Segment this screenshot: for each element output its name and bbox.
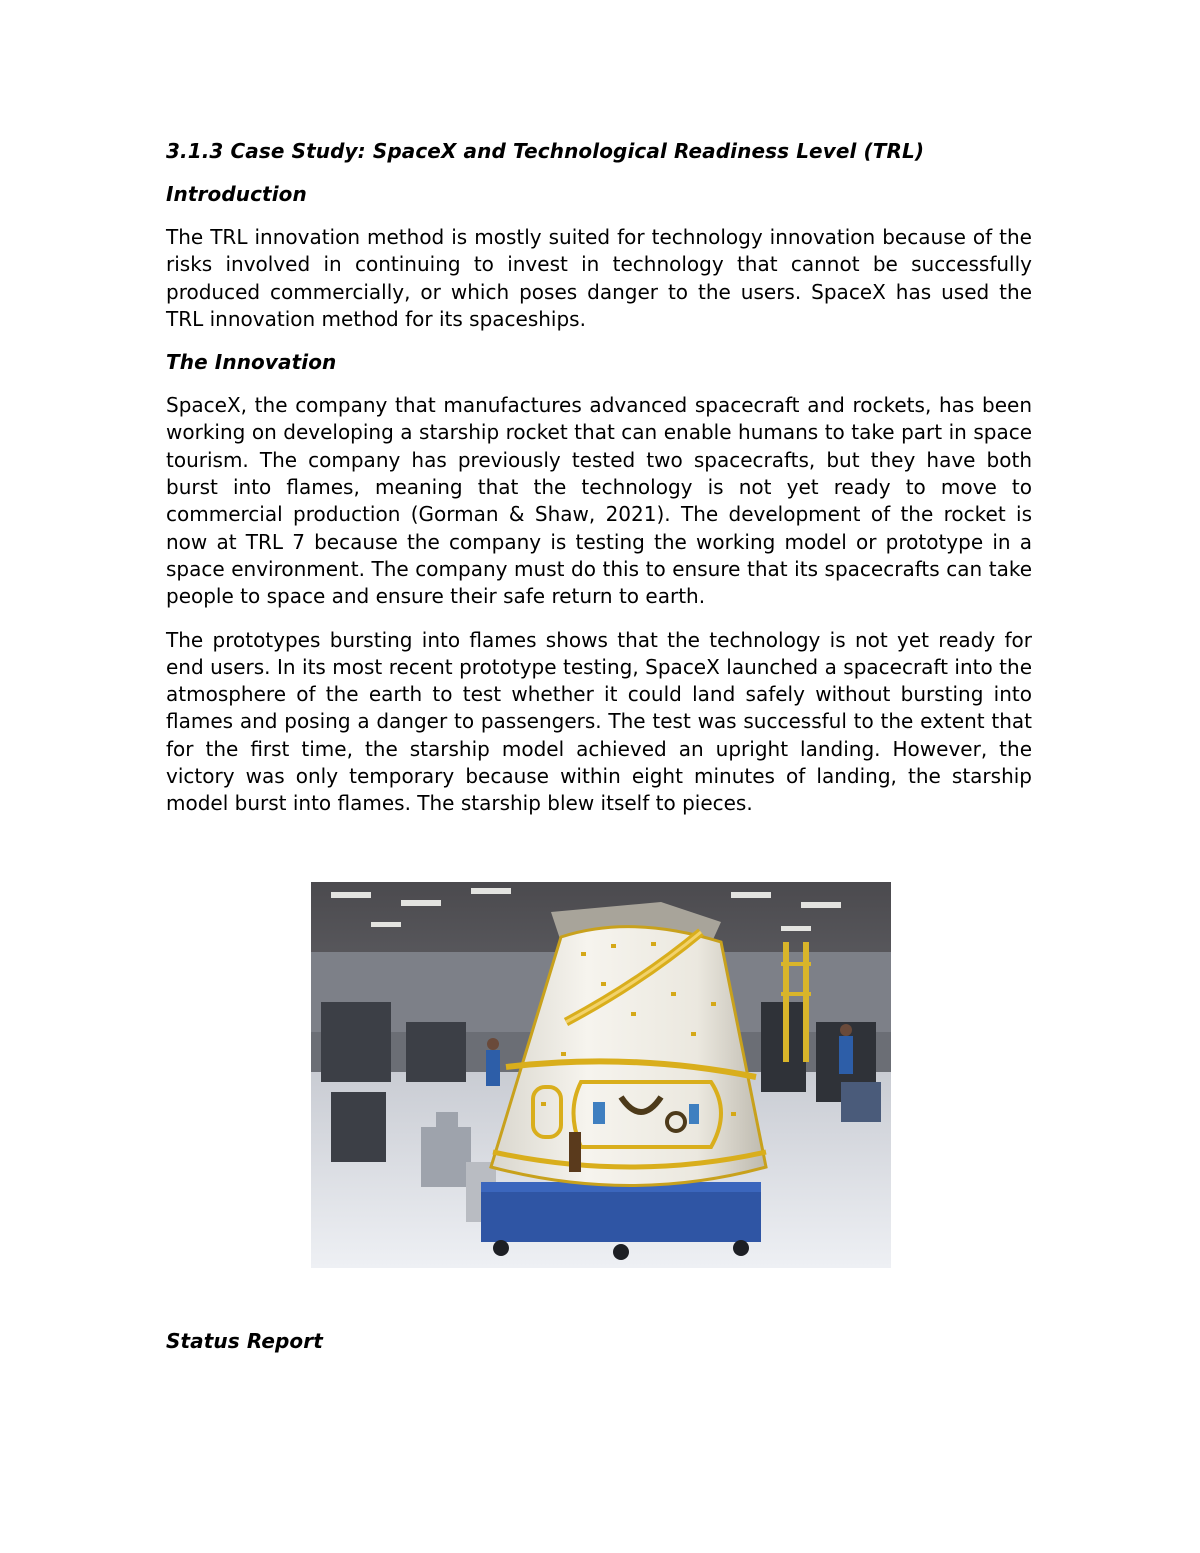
document-body [166,138,1032,834]
introduction-paragraph: The TRL innovation method is mostly suited for technology innovation because of the risks involved in continuing to invest in technology that cannot be successfully produced commercially, or which poses danger to the users. SpaceX has used the TRL innovation method for its spaceships. [166,225,1032,331]
introduction-heading: Introduction [166,182,307,206]
innovation-paragraph-1: SpaceX, the company that manufactures advanced spacecraft and rockets, has been working on developing a starship rocket that can enable humans to take part in space tourism. The company has previously tested two spacecrafts, but they have both burst into flames, meaning that the technology is not yet ready to move to commercial production (Gorman & Shaw, 2021). The development of the rocket is now at TRL 7 because the company is testing the working model or prototype in a space environment. The company must do this to ensure that its spacecrafts can take people to space and ensure their safe return to earth. [166,393,1032,609]
innovation-paragraph-2: The prototypes bursting into flames shows that the technology is not yet ready for end users. In its most recent prototype testing, SpaceX launched a spacecraft into the atmosphere of the earth to test whether it could land safely without bursting into flames and posing a danger to passengers. The test was successful to the extent that for the first time, the starship model achieved an upright landing. However, the victory was only temporary because within eight minutes of landing, the starship model burst into flames. The starship blew itself to pieces. [166,627,1032,816]
status-report-heading: Status Report [166,1329,323,1353]
section-title: 3.1.3 Case Study: SpaceX and Technological Readiness Level (TRL) [166,139,925,163]
innovation-heading: The Innovation [166,350,337,375]
spacecraft-photo [311,882,891,1268]
